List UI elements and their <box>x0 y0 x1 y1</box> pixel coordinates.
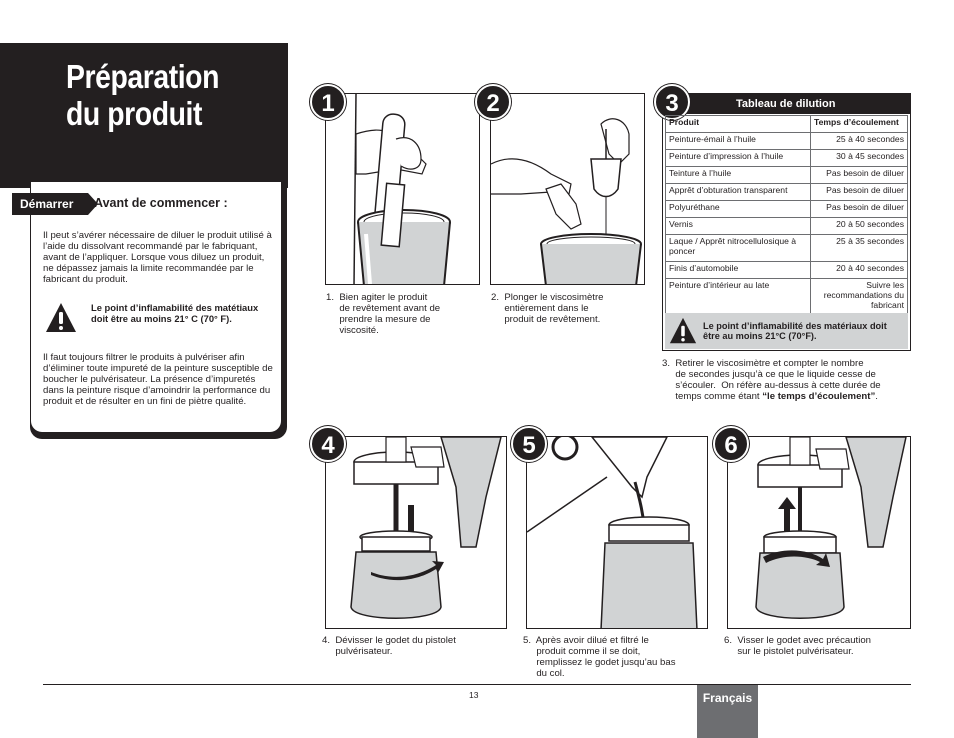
dilution-warning <box>665 313 908 349</box>
warning-icon <box>45 302 77 334</box>
step-4-number: 4 <box>310 426 346 462</box>
table-row: Apprêt d’obturation transparent Pas besoin de diluer <box>666 184 908 201</box>
column-header-product: Produit <box>666 116 811 133</box>
language-tab[interactable]: Français <box>697 685 758 738</box>
table-row: Peinture d’impression à l’huile 30 à 45 secondes <box>666 150 908 167</box>
step-1-illustration <box>325 93 480 285</box>
warning-icon <box>669 317 697 345</box>
fill-cup-icon <box>527 437 708 629</box>
table-row: Polyuréthane Pas besoin de diluer <box>666 201 908 218</box>
step-2-caption: 2. Plonger le viscosimètre entièrement dans le produit de revêtement. <box>491 292 604 325</box>
page-number: 13 <box>469 690 479 700</box>
step-6-caption: 6. Visser le godet avec précaution sur le pistolet pulvérisateur. <box>724 635 872 657</box>
footer-divider <box>43 684 911 685</box>
step-3-caption: 3. Retirer le viscosimètre et compter le nombre de secondes jusqu’à ce que le liquide cesse de s’écouler. On réfère au-dessus à cette durée de temps comme étant “le temps d’écoulement”. <box>662 358 881 402</box>
stirring-paint-can-icon <box>326 94 480 285</box>
dilution-table-title: Tableau de dilution <box>662 93 911 114</box>
step-2-number: 2 <box>475 84 511 120</box>
column-header-time: Temps d’écoulement <box>811 116 908 133</box>
table-row: Laque / Apprêt nitrocellulosique à poncer 25 à 35 secondes <box>666 235 908 262</box>
dilution-table <box>665 115 908 315</box>
step-5-caption: 5. Après avoir dilué et filtré le produit comme il se doit, remplissez le godet jusqu’au bas du col. <box>523 635 676 679</box>
step-6-illustration <box>727 436 911 629</box>
table-row: Peinture d’intérieur au late Suivre les recommandations du fabricant <box>666 279 908 315</box>
dilution-warning-text: Le point d’inflamabilité des matériaux doit être au moins 21°C (70°F). <box>703 321 887 341</box>
sidebar-warning-text: Le point d’inflamabilité des matétiaux doit être au moins 21° C (70° F). <box>91 302 259 324</box>
step-2-illustration <box>490 93 645 285</box>
step-1-caption: 1. Bien agiter le produit de revêtement avant de prendre la mesure de viscosité. <box>326 292 441 336</box>
step-5-number: 5 <box>511 426 547 462</box>
sidebar-heading: Avant de commencer : <box>94 196 228 210</box>
step-3-number: 3 <box>654 84 690 120</box>
step-5-illustration <box>526 436 708 629</box>
table-row: Vernis 20 à 50 secondes <box>666 218 908 235</box>
table-header-row <box>666 116 908 133</box>
table-row: Peinture-émail à l’huile 25 à 40 secondes <box>666 133 908 150</box>
sidebar-paragraph-2: Il faut toujours filtrer le produits à pulvériser afin d’éliminer toute impureté de la peinture susceptible de boucher le pulvérisateur. La présence d’impuretés dans la peinture risque d’amoindrir la performance du produit et de résulter en un fini de piètre qualité. <box>43 352 273 407</box>
table-row: Finis d’automobile 20 à 40 secondes <box>666 262 908 279</box>
start-tag: Démarrer <box>12 193 88 215</box>
screw-cup-icon <box>728 437 911 629</box>
step-4-illustration <box>325 436 507 629</box>
table-row: Teinture à l’huile Pas besoin de diluer <box>666 167 908 184</box>
step-4-caption: 4. Dévisser le godet du pistolet pulvérisateur. <box>322 635 456 657</box>
step-1-number: 1 <box>310 84 346 120</box>
step-6-number: 6 <box>713 426 749 462</box>
sidebar-paragraph-1: Il peut s’avérer nécessaire de diluer le produit utilisé à l’aide du dissolvant recommandé par le fabriquant, avant de l’appliquer. Lorsque vous diluez un produit, ne dépassez jamais la limite recommandée par le fabricant du produit. <box>43 230 272 285</box>
unscrew-cup-icon <box>326 437 507 629</box>
sidebar-warning <box>43 300 275 340</box>
page-title: Préparation du produit <box>66 58 219 132</box>
viscosity-cup-dip-icon <box>491 94 645 285</box>
